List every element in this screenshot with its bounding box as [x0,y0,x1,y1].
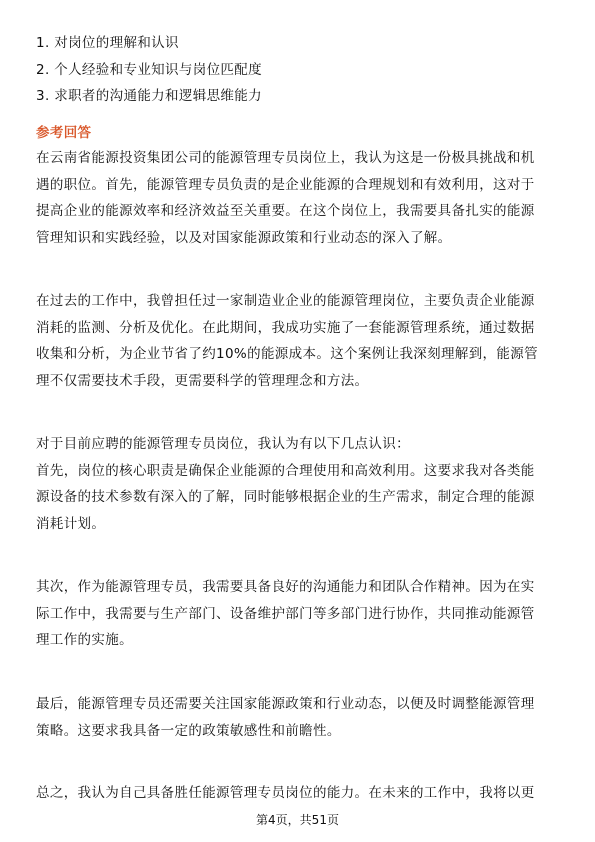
paragraph-line: 其次，作为能源管理专员，我需要具备良好的沟通能力和团队合作精神。因为在实 [36,579,535,595]
paragraph-communication [36,574,563,654]
paragraph-understanding [36,431,563,537]
list-item: 3. 求职者的沟通能力和逻辑思维能力 [36,88,262,104]
paragraph-line: 对于目前应聘的能源管理专员岗位，我认为有以下几点认识： [36,436,410,452]
paragraph-line: 际工作中，我需要与生产部门、设备维护部门等多部门进行协作，共同推动能源管 [36,605,535,622]
paragraph-line: 遇的职位。首先，能源管理专员负责的是企业能源的合理规划和有效利用，这对于 [36,176,535,193]
answer-heading: 参考回答 [36,125,92,141]
list-item: 2. 个人经验和专业知识与岗位匹配度 [36,61,262,78]
paragraph-line: 最后，能源管理专员还需要关注国家能源政策和行业动态，以便及时调整能源管理 [36,696,535,712]
paragraph-experience [36,288,563,394]
paragraph-conclusion [36,780,563,807]
paragraph-line: 收集和分析，为企业节省了约10%的能源成本。这个案例让我深刻理解到，能源管 [36,346,538,362]
paragraph-line: 消耗计划。 [36,515,106,532]
paragraph-line: 首先，岗位的核心职责是确保企业能源的合理使用和高效利用。这要求我对各类能 [36,462,535,479]
page-number-footer: 第4页，共51页 [256,813,339,827]
paragraph-line: 管理知识和实践经验，以及对国家能源政策和行业动态的深入了解。 [36,229,452,246]
paragraph-line: 在云南省能源投资集团公司的能源管理专员岗位上，我认为这是一份极具挑战和机 [36,150,535,166]
paragraph-line: 理不仅需要技术手段，更需要科学的管理理念和方法。 [36,372,369,389]
list-item: 1. 对岗位的理解和认识 [36,35,179,51]
criteria-list [36,30,563,110]
paragraph-line: 策略。这要求我具备一定的政策敏感性和前瞻性。 [36,722,341,739]
paragraph-line: 理工作的实施。 [36,632,133,648]
paragraph-line: 消耗的监测、分析及优化。在此期间，我成功实施了一套能源管理系统，通过数据 [36,319,535,336]
paragraph-intro [36,145,563,251]
paragraph-line: 提高企业的能源效率和经济效益至关重要。在这个岗位上，我需要具备扎实的能源 [36,203,535,219]
paragraph-line: 在过去的工作中，我曾担任过一家制造业企业的能源管理岗位，主要负责企业能源 [36,293,535,309]
paragraph-policy [36,691,563,744]
paragraph-line: 总之，我认为自己具备胜任能源管理专员岗位的能力。在未来的工作中，我将以更 [36,785,535,801]
paragraph-line: 源设备的技术参数有深入的了解，同时能够根据企业的生产需求，制定合理的能源 [36,489,535,505]
